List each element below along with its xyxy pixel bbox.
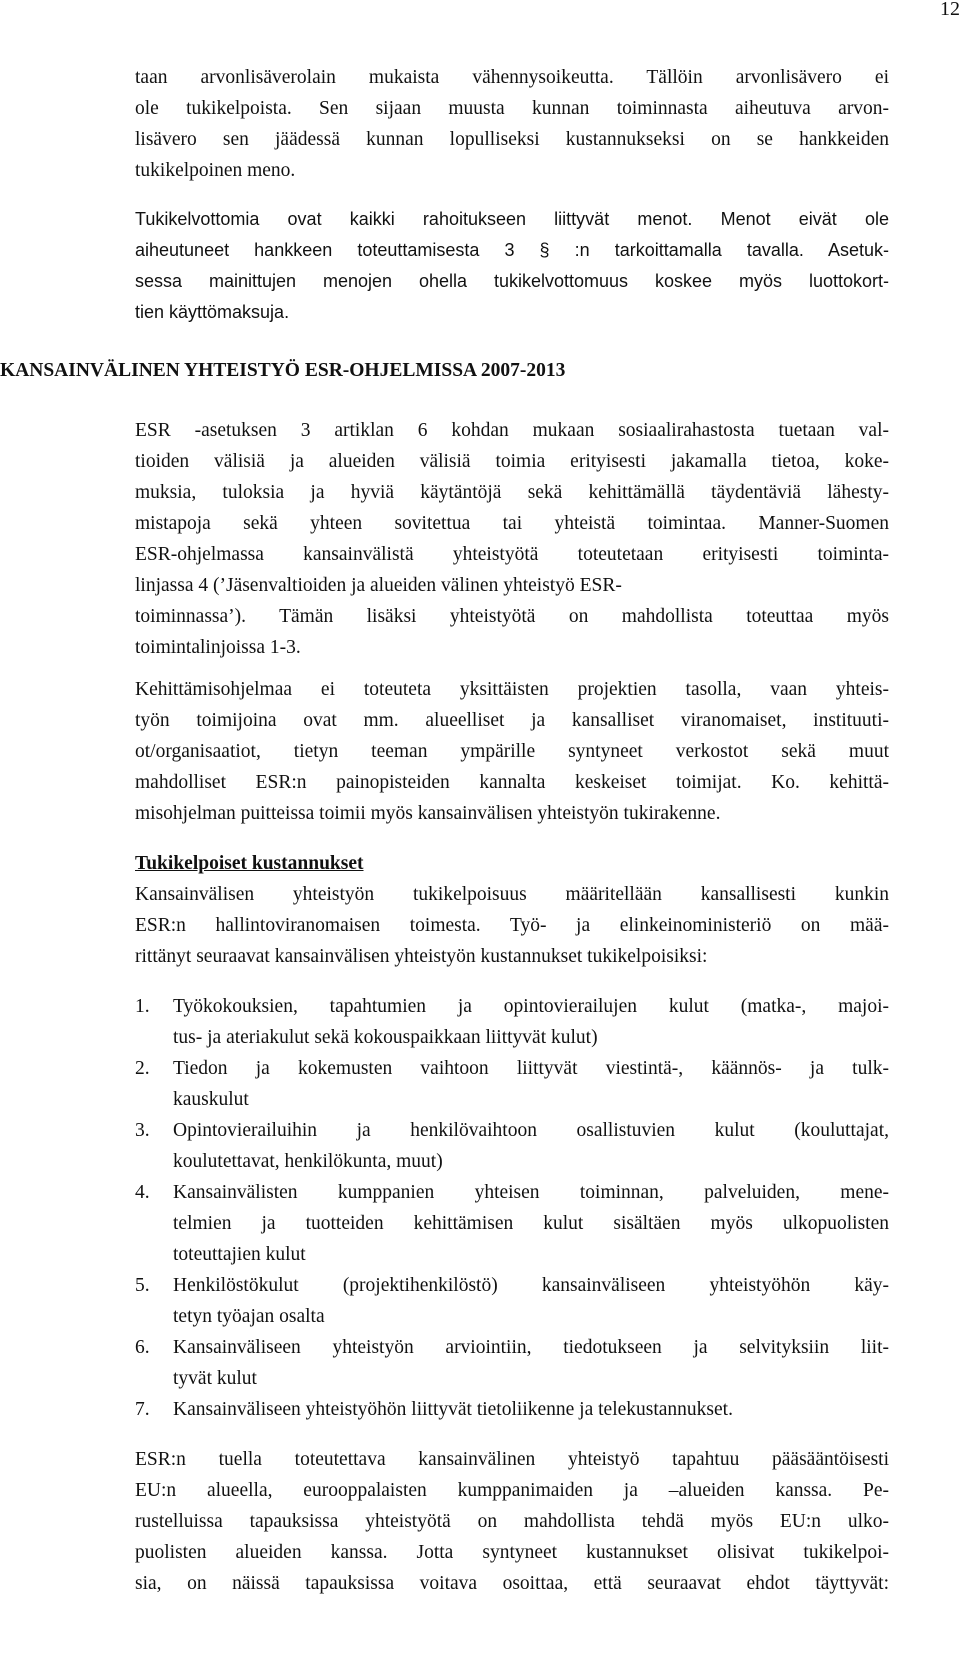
paragraph-esr-regulation xyxy=(135,415,889,663)
text-line: toiminnassa’). Tämän lisäksi yhteistyötä on mahdollista toteuttaa myös xyxy=(135,606,889,627)
text-line: mistapoja sekä yhteen sovitettua tai yhteistä toimintaa. Manner-Suomen xyxy=(135,513,889,534)
text-line: tetyn työajan osalta xyxy=(173,1306,325,1327)
text-line: taan arvonlisäverolain mukaista vähennysoikeutta. Tällöin arvonlisävero ei xyxy=(135,67,889,88)
text-line: ESR-ohjelmassa kansainvälistä yhteistyötä toteutetaan erityisesti toiminta- xyxy=(135,544,889,565)
text-line: Tukikelvottomia ovat kaikki rahoitukseen liittyvät menot. Menot eivät ole xyxy=(135,209,889,229)
text-line: tien käyttömaksuja. xyxy=(135,302,290,322)
text-line: työn toimijoina ovat mm. alueelliset ja kansalliset viranomaiset, instituuti- xyxy=(135,710,889,731)
text-line: Tiedon ja kokemusten vaihtoon liittyvät viestintä-, käännös- ja tulk- xyxy=(173,1058,889,1079)
text-line: tioiden välisiä ja alueiden välisiä toimia erityisesti jakamalla tietoa, koke- xyxy=(135,451,889,472)
text-line: Työkokouksien, tapahtumien ja opintovierailujen kulut (matka-, majoi- xyxy=(173,996,889,1017)
paragraph-ineligible-costs xyxy=(135,204,889,328)
text-line: kauskulut xyxy=(173,1089,249,1110)
list-item xyxy=(135,1177,889,1270)
text-line: rustelluissa tapauksissa yhteistyötä on mahdollista tehdä myös EU:n ulko- xyxy=(135,1511,889,1532)
paragraph-vat-eligibility xyxy=(135,62,889,186)
text-line: tukikelpoinen meno. xyxy=(135,160,296,181)
list-number: 1. xyxy=(135,996,150,1017)
section-heading: KANSAINVÄLINEN YHTEISTYÖ ESR-OHJELMISSA 2007-2013 xyxy=(0,360,566,381)
text-line: tyvät kulut xyxy=(173,1368,257,1389)
text-line: sia, on näissä tapauksissa voitava osoittaa, että seuraavat ehdot täyttyvät: xyxy=(135,1573,889,1594)
text-line: misohjelman puitteissa toimii myös kansainvälisen yhteistyön tukirakenne. xyxy=(135,803,721,824)
text-line: Kansainvälisten kumppanien yhteisen toiminnan, palveluiden, mene- xyxy=(173,1182,889,1203)
text-line: Opintovierailuihin ja henkilövaihtoon osallistuvien kulut (kouluttajat, xyxy=(173,1120,889,1141)
paragraph-development-programme xyxy=(135,674,889,829)
list-item xyxy=(135,1332,889,1394)
text-line: Henkilöstökulut (projektihenkilöstö) kansainväliseen yhteistyöhön käy- xyxy=(173,1275,889,1296)
text-line: telmien ja tuotteiden kehittämisen kulut sisältäen myös ulkopuolisten xyxy=(173,1213,889,1234)
text-line: Kansainvälisen yhteistyön tukikelpoisuus määritellään kansallisesti kunkin xyxy=(135,884,889,905)
text-line: linjassa 4 (’Jäsenvaltioiden ja alueiden välinen yhteistyö ESR- xyxy=(135,575,622,596)
list-item xyxy=(135,1394,889,1425)
text-line: toteuttajien kulut xyxy=(173,1244,306,1265)
list-number: 5. xyxy=(135,1275,150,1296)
text-line: ESR:n tuella toteutettava kansainvälinen yhteistyö tapahtuu pääsääntöisesti xyxy=(135,1449,889,1470)
text-line: lisävero sen jäädessä kunnan lopulliseksi kustannukseksi on se hankkeiden xyxy=(135,129,889,150)
text-line: EU:n alueella, eurooppalaisten kumppanimaiden ja –alueiden kanssa. Pe- xyxy=(135,1480,889,1501)
text-line: toimintalinjoissa 1-3. xyxy=(135,637,301,658)
list-item xyxy=(135,1053,889,1115)
list-number: 3. xyxy=(135,1120,150,1141)
text-line: puolisten alueiden kanssa. Jotta syntyneet kustannukset olisivat tukikelpoi- xyxy=(135,1542,889,1563)
list-number: 4. xyxy=(135,1182,150,1203)
paragraph-geographic-scope xyxy=(135,1444,889,1599)
list-number: 7. xyxy=(135,1399,150,1420)
text-line: ole tukikelpoista. Sen sijaan muusta kunnan toiminnasta aiheutuva arvon- xyxy=(135,98,889,119)
list-number: 2. xyxy=(135,1058,150,1079)
text-line: koulutettavat, henkilökunta, muut) xyxy=(173,1151,443,1172)
text-line: ESR -asetuksen 3 artiklan 6 kohdan mukaan sosiaalirahastosta tuetaan val- xyxy=(135,420,889,441)
text-line: rittänyt seuraavat kansainvälisen yhteistyön kustannukset tukikelpoisiksi: xyxy=(135,946,708,967)
text-line: Kansainväliseen yhteistyön arviointiin, tiedotukseen ja selvityksiin liit- xyxy=(173,1337,889,1358)
eligible-costs-list xyxy=(135,991,889,1425)
text-line: mahdolliset ESR:n painopisteiden kannalta keskeiset toimijat. Ko. kehittä- xyxy=(135,772,889,793)
list-item xyxy=(135,991,889,1053)
text-line: Kehittämisohjelmaa ei toteuteta yksittäisten projektien tasolla, vaan yhteis- xyxy=(135,679,889,700)
text-line: ESR:n hallintoviranomaisen toimesta. Työ- ja elinkeinoministeriö on mää- xyxy=(135,915,889,936)
text-line: Kansainväliseen yhteistyöhön liittyvät tietoliikenne ja telekustannukset. xyxy=(173,1399,733,1420)
text-line: muksia, tuloksia ja hyviä käytäntöjä sekä kehittämällä täydentäviä lähesty- xyxy=(135,482,889,503)
text-line: tus- ja ateriakulut sekä kokouspaikkaan liittyvät kulut) xyxy=(173,1027,598,1048)
text-line: sessa mainittujen menojen ohella tukikelvottomuus koskee myös luottokort- xyxy=(135,271,889,291)
text-line: aiheutuneet hankkeen toteuttamisesta 3 § :n tarkoittamalla tavalla. Asetuk- xyxy=(135,240,889,260)
list-item xyxy=(135,1115,889,1177)
list-number: 6. xyxy=(135,1337,150,1358)
subheading: Tukikelpoiset kustannukset xyxy=(135,853,364,874)
text-line: ot/organisaatiot, tietyn teeman ympärille syntyneet verkostot sekä muut xyxy=(135,741,889,762)
eligible-costs-section xyxy=(135,848,889,972)
list-item xyxy=(135,1270,889,1332)
page-number: 12 xyxy=(940,0,960,20)
